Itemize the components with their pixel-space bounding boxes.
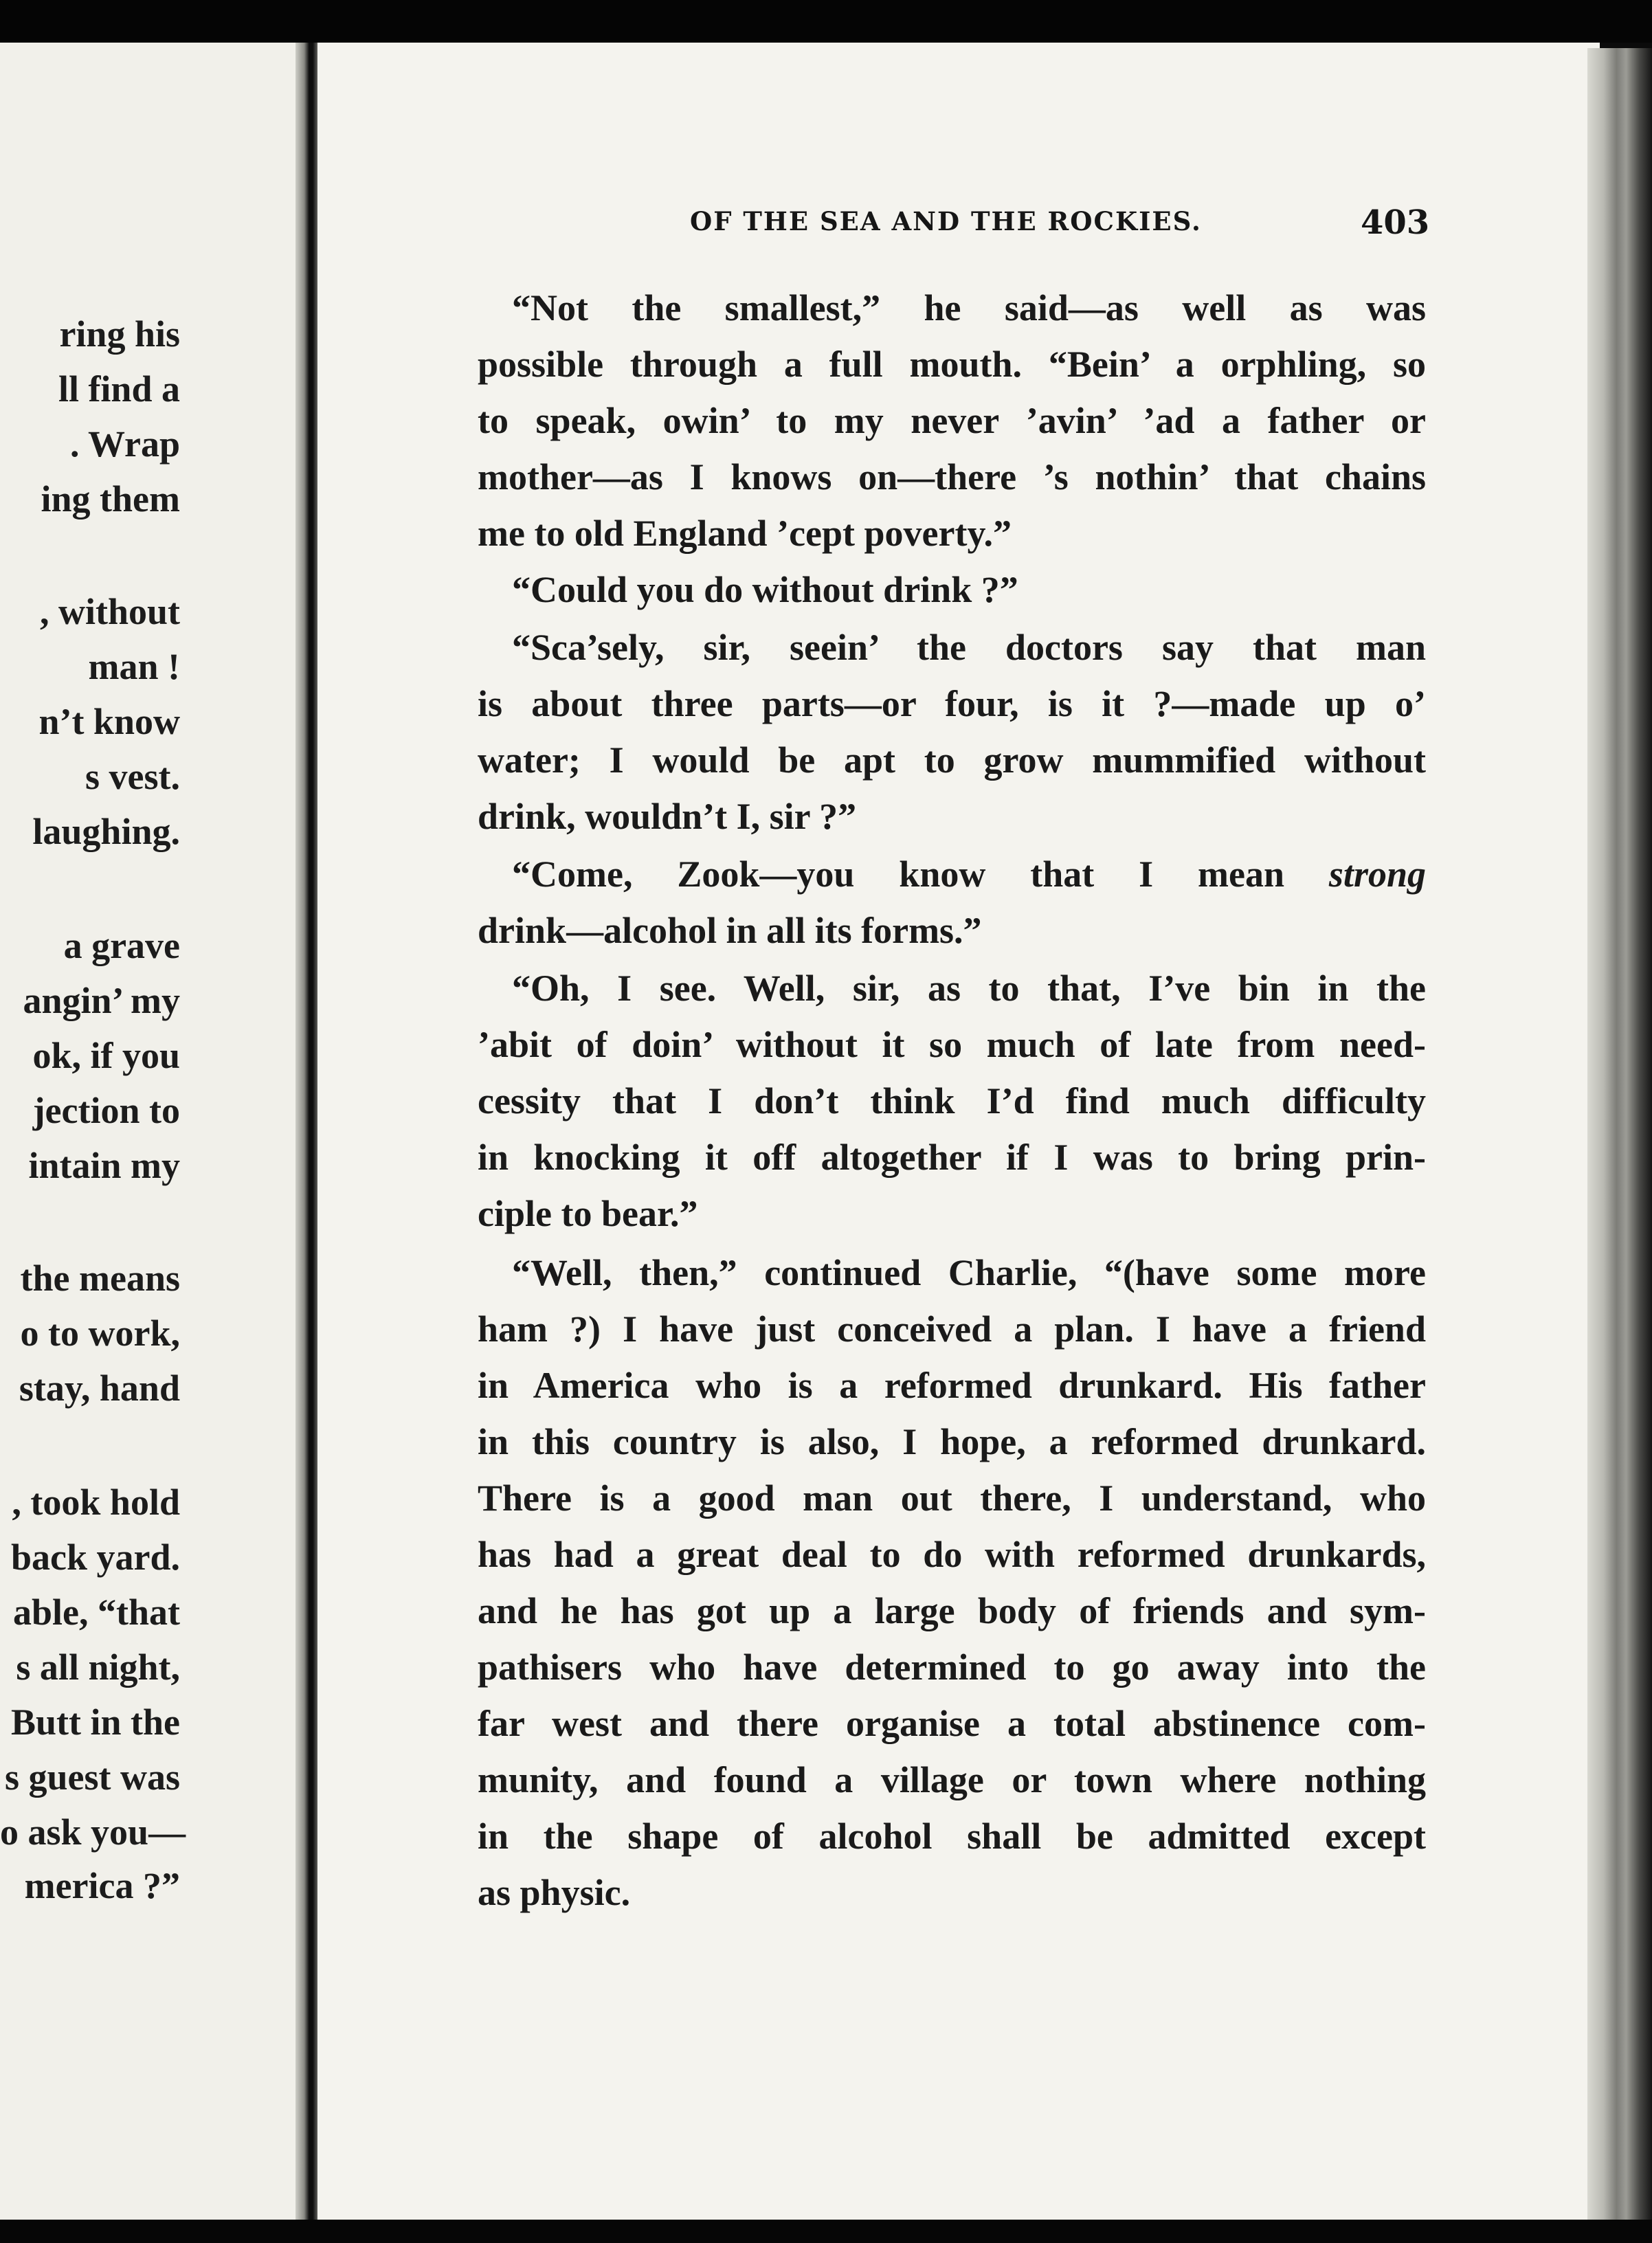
- left-fragment: a grave: [63, 925, 180, 966]
- body-line: in America who is a reformed drunkard. His father: [478, 1365, 1426, 1406]
- body-line: to speak, owin’ to my never ’avin’ ’ad a father or: [478, 400, 1426, 441]
- left-fragment: ok, if you: [32, 1035, 180, 1076]
- page-edge-stack: [1587, 48, 1652, 2243]
- body-line: “Oh, I see. Well, sir, as to that, I’ve bin in the: [512, 968, 1426, 1009]
- left-fragment: merica ?”: [24, 1865, 180, 1906]
- emphasis-word: strong: [1328, 853, 1426, 895]
- body-line-text: “Come, Zook—you know that I mean: [512, 853, 1285, 895]
- body-line: There is a good man out there, I understand, who: [478, 1477, 1426, 1519]
- body-line: mother—as I knows on—there ’s nothin’ that chains: [478, 456, 1426, 498]
- body-line: pathisers who have determined to go away into the: [478, 1647, 1426, 1688]
- left-fragment: , without: [39, 591, 180, 632]
- left-fragment: the means: [20, 1258, 180, 1299]
- body-line: has had a great deal to do with reformed drunkards,: [478, 1534, 1426, 1575]
- left-fragment: ing them: [41, 478, 180, 520]
- left-fragment: s vest.: [85, 756, 180, 797]
- body-line: “Well, then,” continued Charlie, “(have some more: [512, 1252, 1426, 1293]
- left-fragment: man !: [88, 646, 180, 687]
- body-line: is about three parts—or four, is it ?—made up o’: [478, 683, 1426, 724]
- left-fragment: laughing.: [32, 811, 180, 852]
- body-line: ciple to bear.”: [478, 1193, 698, 1234]
- body-line: far west and there organise a total abstinence com-: [478, 1703, 1426, 1744]
- scan-top-border: [0, 0, 1652, 43]
- book-gutter: [295, 43, 320, 2243]
- left-fragment: back yard.: [10, 1537, 180, 1578]
- left-page: [0, 43, 308, 2243]
- left-fragment: o to work,: [20, 1313, 180, 1354]
- body-line: possible through a full mouth. “Bein’ a orphling, so: [478, 344, 1426, 385]
- page-number: 403: [1361, 203, 1430, 242]
- body-line: water; I would be apt to grow mummified without: [478, 739, 1426, 781]
- body-line: ham ?) I have just conceived a plan. I have a friend: [478, 1308, 1426, 1350]
- body-line: “Could you do without drink ?”: [512, 569, 1018, 610]
- body-line: in this country is also, I hope, a reformed drunkard.: [478, 1421, 1426, 1462]
- running-head: OF THE SEA AND THE ROCKIES.: [690, 206, 1202, 236]
- left-fragment: able, “that: [13, 1592, 180, 1633]
- body-line: me to old England ’cept poverty.”: [478, 513, 1012, 554]
- left-fragment: Butt in the: [10, 1701, 180, 1743]
- body-line: cessity that I don’t think I’d find much difficulty: [478, 1080, 1426, 1122]
- left-fragment: n’t know: [38, 701, 180, 742]
- left-fragment: jection to: [32, 1090, 180, 1131]
- body-line: as physic.: [478, 1872, 631, 1913]
- body-line: drink—alcohol in all its forms.”: [478, 910, 982, 951]
- left-fragment: o ask you—: [0, 1811, 186, 1853]
- left-fragment: s guest was: [4, 1756, 180, 1798]
- scan-bottom-border: [0, 2220, 1652, 2243]
- body-line: munity, and found a village or town where nothing: [478, 1759, 1426, 1800]
- body-line: in the shape of alcohol shall be admitted except: [478, 1816, 1426, 1857]
- body-line: ’abit of doin’ without it so much of late from need-: [478, 1024, 1426, 1065]
- left-fragment: ring his: [59, 313, 180, 355]
- body-line: [512, 852, 1426, 896]
- body-line: “Not the smallest,” he said—as well as was: [512, 287, 1426, 328]
- left-fragment: ll find a: [58, 368, 180, 410]
- left-fragment: intain my: [28, 1145, 180, 1186]
- left-fragment: stay, hand: [19, 1368, 180, 1409]
- body-line: and he has got up a large body of friends and sym-: [478, 1590, 1426, 1631]
- left-fragment: . Wrap: [69, 423, 180, 465]
- body-line: in knocking it off altogether if I was to bring prin-: [478, 1137, 1426, 1178]
- body-line: “Sca’sely, sir, seein’ the doctors say that man: [512, 627, 1426, 668]
- body-line: drink, wouldn’t I, sir ?”: [478, 796, 857, 837]
- left-fragment: angin’ my: [23, 980, 180, 1021]
- left-fragment: s all night,: [16, 1647, 180, 1688]
- left-fragment: , took hold: [12, 1482, 180, 1523]
